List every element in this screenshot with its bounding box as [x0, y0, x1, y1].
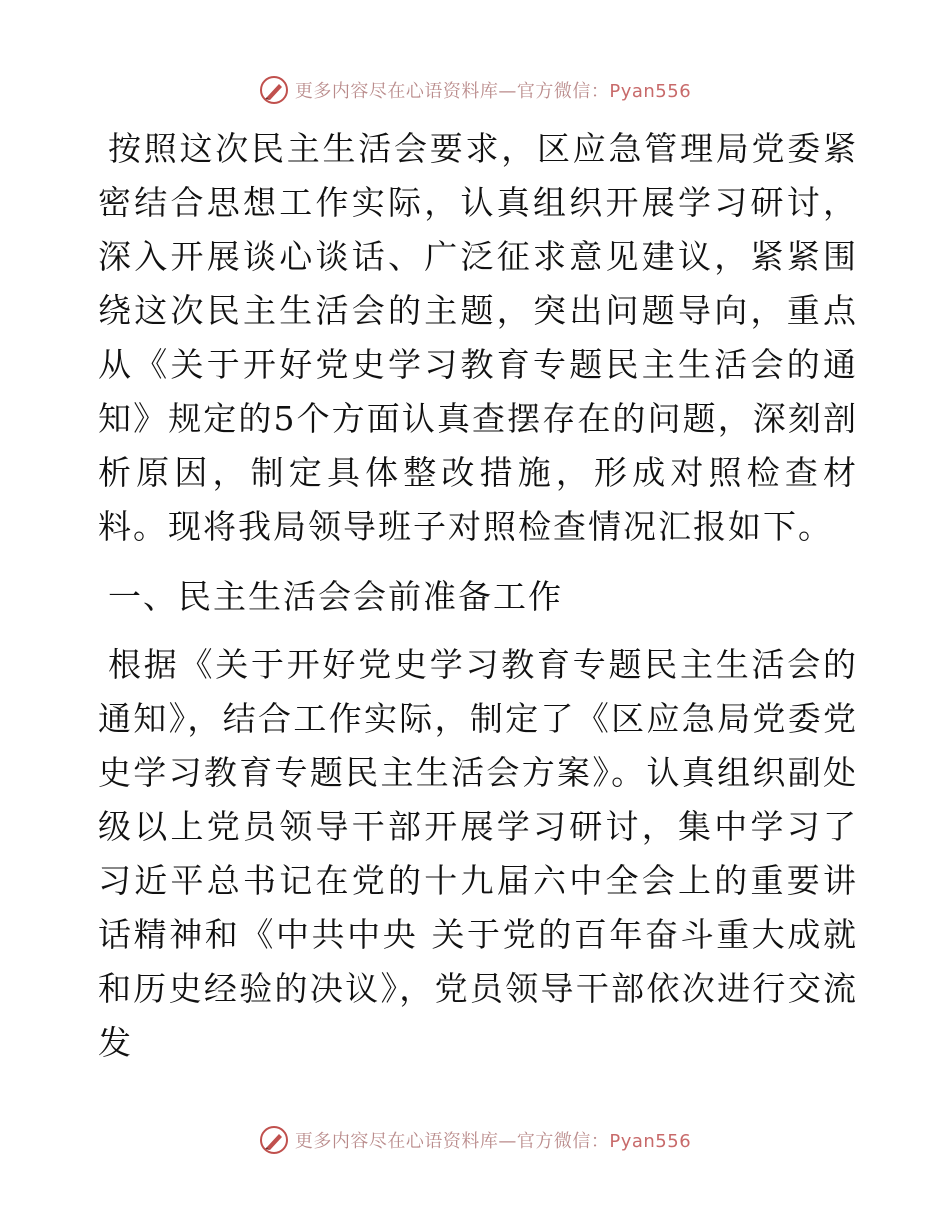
section-heading: 一、民主生活会会前准备工作 [108, 577, 563, 616]
pen-logo-icon [259, 75, 289, 105]
footer-watermark-text: 更多内容尽在心语资料库—官方微信：Pyan556 [294, 1131, 692, 1152]
header-watermark [0, 70, 950, 110]
paragraph-preparation: 根据《关于开好党史学习教育专题民主生活会的通知》，结合工作实际，制定了《区应急局党委党史学习教育专题民主生活会方案》。认真组织副处级以上党员领导干部开展学习研讨，集中学习了习近平总书记在党的十九届六中全会上的重要讲话精神和《中共中央 关于党的百年奋斗重大成就和历史经验的决议》，党员领导干部依次进行交流发 [98, 645, 858, 1062]
paragraph-intro: 按照这次民主生活会要求，区应急管理局党委紧密结合思想工作实际，认真组织开展学习研讨，深入开展谈心谈话、广泛征求意见建议，紧紧围绕这次民主生活会的主题，突出问题导向，重点从《关于开好党史学习教育专题民主生活会的通知》规定的5个方面认真查摆存在的问题，深刻剖析原因，制定具体整改措施，形成对照检查材料。现将我局领导班子对照检查情况汇报如下。 [98, 129, 858, 546]
footer-watermark [0, 1120, 950, 1160]
pen-logo-icon [259, 1125, 289, 1155]
header-watermark-text: 更多内容尽在心语资料库—官方微信：Pyan556 [294, 81, 692, 102]
document-body [98, 122, 858, 1070]
